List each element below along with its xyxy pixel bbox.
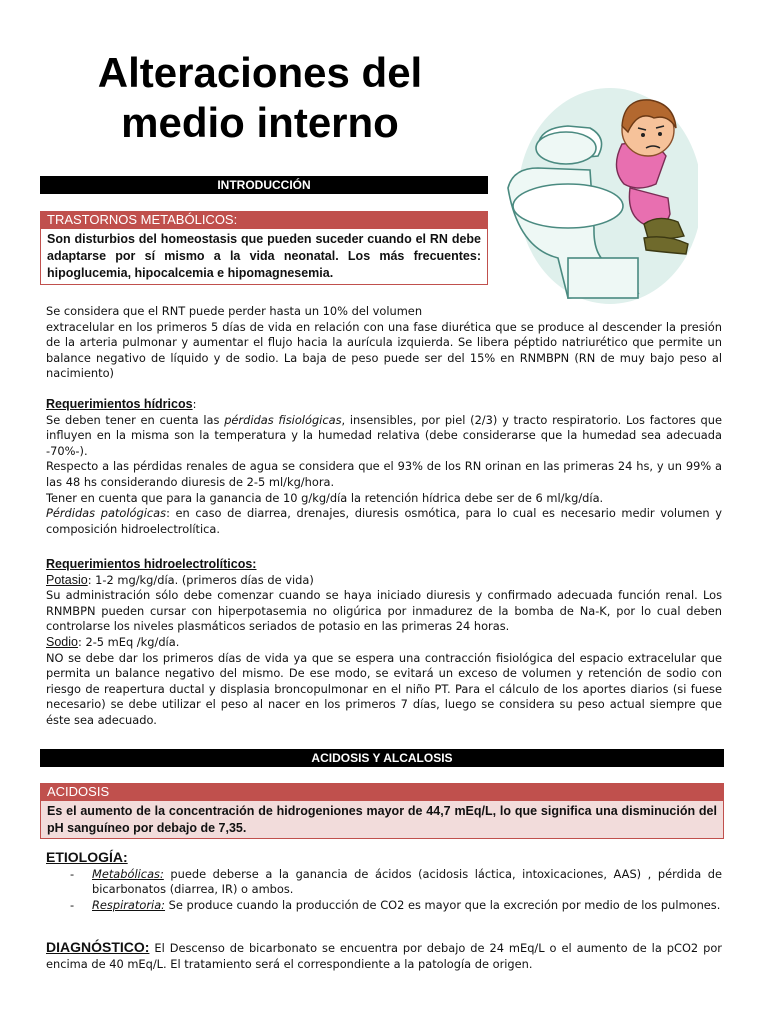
intro-line-rest: extracelular en los primeros 5 días de vida en relación con una fase diurética que se produce al descender la presión de la arteria pulmonar y aumentar el flujo hacia la aurícula izquierda. Se libera péptido natriurético que permite un balance negativo de líquido y de sodio. La baja de peso puede ser del 15% en RNMBPN (RN de muy bajo peso al nacimiento) [46,319,722,381]
acidosis-heading: ACIDOSIS [40,783,724,801]
etiologia-item-metabolicas [46,867,722,898]
diagnostico-heading: DIAGNÓSTICO: [46,939,150,955]
etiologia-heading: ETIOLOGÍA: [46,849,128,865]
intro-line-1: Se considera que el RNT puede perder hasta un 10% del volumen [46,304,423,318]
diagnostico-section [46,940,722,972]
sodio-text: NO se debe dar los primeros días de vida ya que se espera una contracción fisiológica del espacio extracelular que permita un balance negativo del mismo. De ese modo, se evitará un exceso de volumen y retención de sodio con riesgo de reapertura ductal y displasia broncopulmonar en el niño PT. Para el cálculo de los aportes diarios (si fuese necesario) se debe utilizar el peso al nacer en los primeros 7 días, luego se considera su peso actual siempre que éste sea adecuado. [46,650,722,727]
hidricos-p2: Respecto a las pérdidas renales de agua se considera que el 93% de los RN orinan en las primeras 24 hs, y un 99% a las 48 hs considerando diuresis de 2-5 ml/kg/hora. [46,459,722,489]
hidricos-colon: : [192,397,197,411]
hidroelectroliticos-heading: Requerimientos hidroelectrolíticos: [46,557,257,571]
potasio-value: : 1-2 mg/kg/día. (primeros días de vida) [87,572,314,587]
etiologia-section [46,850,722,913]
etiologia-item-respiratoria [46,898,722,914]
hidricos-p3: Tener en cuenta que para la ganancia de 10 g/kg/día la retención hídrica debe ser de 6 ml/kg/día. [46,490,604,505]
trastornos-box [40,211,488,285]
child-on-toilet-illustration [498,88,698,310]
hidricos-p4-em: Pérdidas patológicas [46,506,167,521]
list-dash: - [70,897,75,912]
section-bar-acidosis-alcalosis: ACIDOSIS Y ALCALOSIS [40,749,724,767]
hidricos-p1-em: pérdidas fisiológicas [224,412,342,427]
sodio-label: Sodio [46,634,78,649]
list-dash: - [70,866,75,881]
section-bar-introduccion: INTRODUCCIÓN [40,176,488,194]
hidricos-p1-a: Se deben tener en cuenta las [46,412,225,427]
sodio-value: : 2-5 mEq /kg/día. [77,634,180,649]
etiologia-item-text: Se produce cuando la producción de CO2 es mayor que la excreción por medio de los pulmones. [165,897,721,912]
diagnostico-text: El Descenso de bicarbonato se encuentra por debajo de 24 mEq/L o el aumento de la pCO2 por encima de 40 mEq/L. El tratamiento será el correspondiente a la patología de origen. [46,941,722,971]
acidosis-body: Es el aumento de la concentración de hidrogeniones mayor de 44,7 mEq/L, lo que significa una disminución del pH sanguíneo por debajo de 7,35. [40,801,724,839]
etiologia-item-label: Respiratoria: [92,897,166,912]
hidricos-p1-b: , insensibles, por piel (2/3) y tracto respiratorio. Los factores que influyen en la misma son la temperatura y la humedad relativa (debe considerarse que la humedad sea adecuada -70%-). [46,412,722,458]
acidosis-box [40,783,724,839]
hidricos-p4-b: : en caso de diarrea, drenajes, diuresis osmótica, para lo cual es necesario medir volumen y composición hidroelectrolítica. [46,506,722,536]
etiologia-item-text: puede deberse a la ganancia de ácidos (acidosis láctica, intoxicaciones, AAS) , pérdida de bicarbonatos (diarrea, IR) o ambos. [92,866,722,897]
potasio-text: Su administración sólo debe comenzar cuando se haya iniciado diuresis y confirmado adecuada función renal. Los RNMBPN pueden cursar con hiperpotasemia no oligúrica por inmadurez de la bomba de Na-K, por lo cual deben controlarse los niveles plasmáticos seriados de potasio en las primeras 24 horas. [46,588,722,634]
potasio-label: Potasio [46,572,88,587]
intro-paragraph [46,304,722,382]
etiologia-item-label: Metabólicas: [92,866,164,881]
trastornos-body: Son disturbios del homeostasis que pueden suceder cuando el RN debe adaptarse por sí mismo a la vida neonatal. Los más frecuentes: hipoglucemia, hipocalcemia e hipomagnesemia. [40,229,488,285]
hidricos-heading: Requerimientos hídricos [46,397,193,411]
trastornos-heading: TRASTORNOS METABÓLICOS: [40,211,488,229]
hidroelectroliticos-section [46,557,722,729]
etiologia-list [46,867,722,914]
hidricos-section [46,397,722,537]
page-title: Alteraciones del medio interno [97,49,423,146]
